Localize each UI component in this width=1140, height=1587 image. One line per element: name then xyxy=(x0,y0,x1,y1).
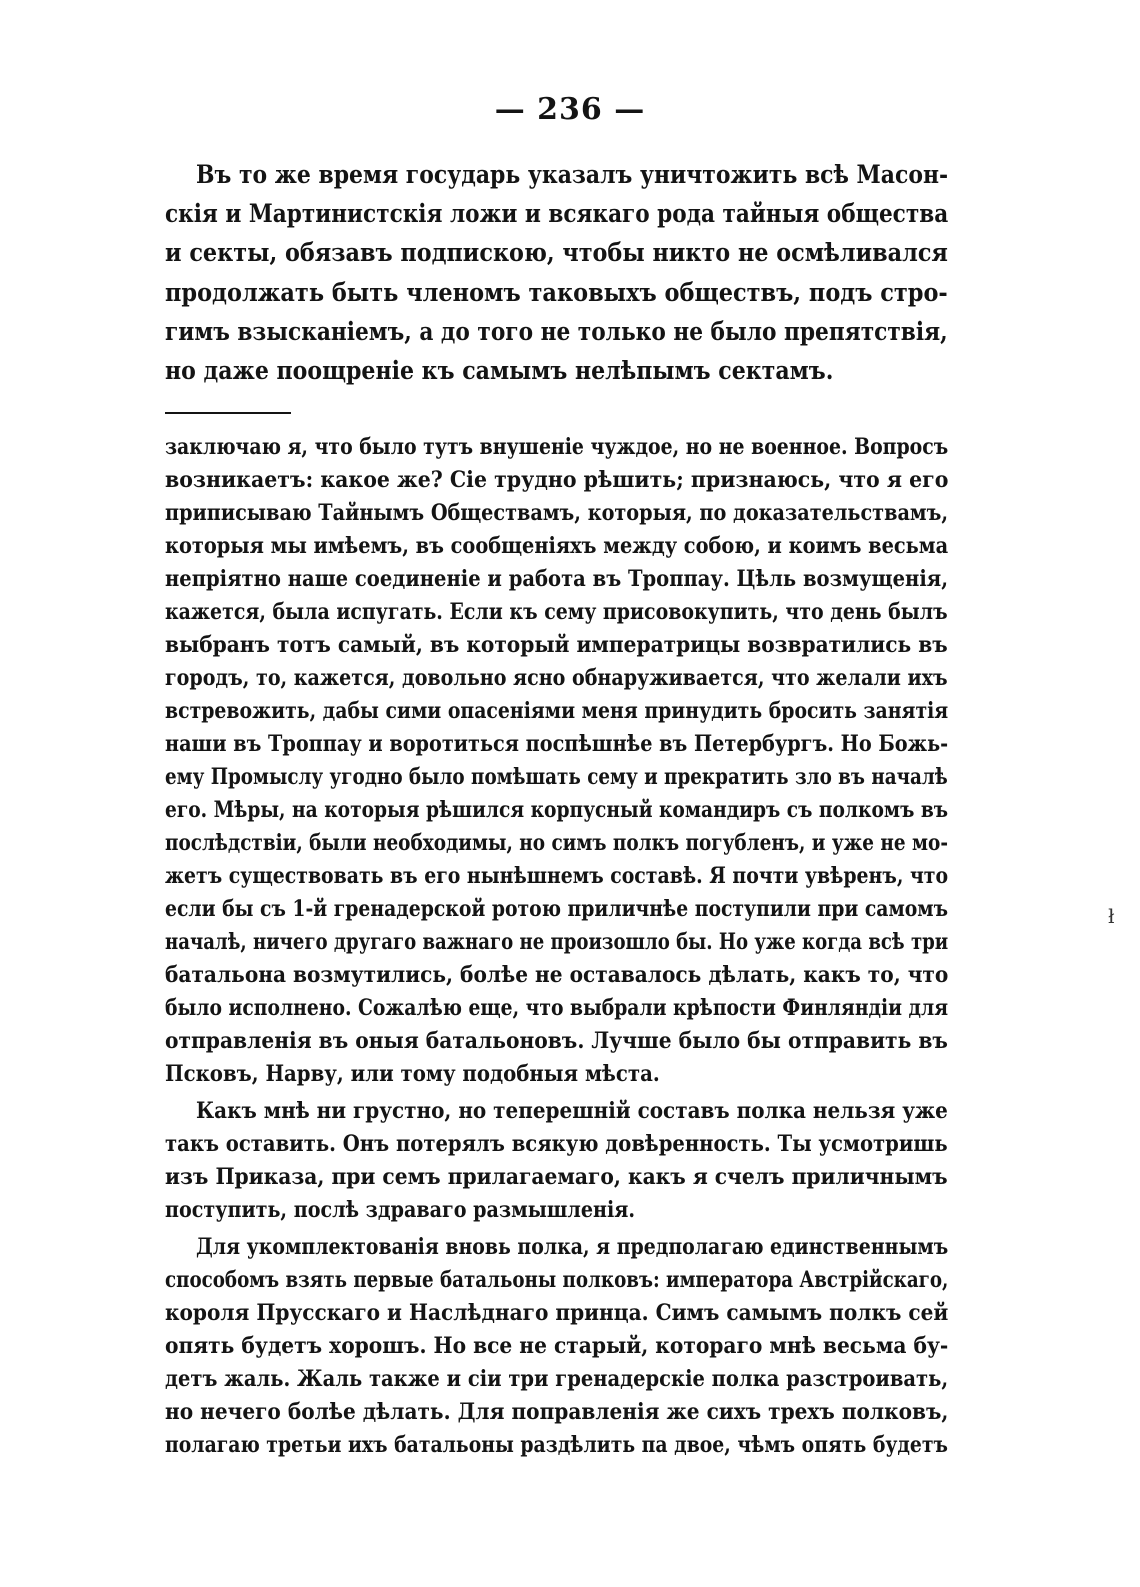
footnote-line: способомъ взять первые батальоны полковъ: императора Австрійскаго, xyxy=(165,1267,949,1293)
footnote-line: которыя мы имѣемъ, въ сообщеніяхъ между собою, и коимъ весьма xyxy=(165,533,949,559)
footnote-line: Псковъ, Нарву, или тому подобныя мѣста. xyxy=(165,1061,660,1087)
footnote-line: его. Мѣры, на которыя рѣшился корпусный командиръ съ полкомъ въ xyxy=(165,797,949,823)
footnote-line: изъ Приказа, при семъ прилагаемаго, какъ я счелъ приличнымъ xyxy=(165,1164,948,1190)
main-text-line: Въ то же время государь указалъ уничтожить всѣ Масон- xyxy=(196,160,949,189)
footnote-line: послѣдствіи, были необходимы, но симъ полкъ погубленъ, и уже не мо- xyxy=(165,830,948,856)
main-text-line: и секты, обязавъ подпискою, чтобы никто не осмѣливался xyxy=(165,238,948,267)
footnote-line: батальона возмутились, болѣе не оставалось дѣлать, какъ то, что xyxy=(165,962,949,988)
main-text-line: продолжать быть членомъ таковыхъ обществъ, подъ стро- xyxy=(165,278,948,307)
footnote-line: непріятно наше соединеніе и работа въ Троппау. Цѣль возмущенія, xyxy=(165,566,948,592)
footnote-line: если бы съ 1-й гренадерской ротою приличнѣе поступили при самомъ xyxy=(165,896,949,922)
footnote-line: заключаю я, что было тутъ внушеніе чуждое, но не военное. Вопросъ xyxy=(165,434,949,460)
footnote-line: городъ, то, кажется, довольно ясно обнаруживается, что желали ихъ xyxy=(165,665,948,691)
main-text-line: скія и Мартинистскія ложи и всякаго рода тайныя общества xyxy=(165,199,949,228)
footnote-line: детъ жаль. Жаль также и сіи три гренадерскіе полка разстроивать, xyxy=(165,1366,949,1392)
footnote-line: кажется, была испугать. Если къ сему присовокупить, что день былъ xyxy=(165,599,948,625)
footnote-line: полагаю третьи ихъ батальоны раздѣлить па двое, чѣмъ опять будетъ xyxy=(165,1432,948,1458)
footnote-line: такъ оставить. Онъ потерялъ всякую довѣренность. Ты усмотришь xyxy=(165,1131,948,1157)
footnote-line: жетъ существовать въ его нынѣшнемъ составѣ. Я почти увѣренъ, что xyxy=(165,863,949,889)
footnote-line: короля Прусскаго и Наслѣднаго принца. Симъ самымъ полкъ сей xyxy=(165,1300,949,1326)
footnote-line: возникаетъ: какое же? Сіе трудно рѣшить; признаюсь, что я его xyxy=(165,467,949,493)
footnote-line: Какъ мнѣ ни грустно, но теперешній составъ полка нельзя уже xyxy=(196,1098,948,1124)
footnote-line: но нечего болѣе дѣлать. Для поправленія же сихъ трехъ полковъ, xyxy=(165,1399,949,1425)
footnote-line: началѣ, ничего другаго важнаго не произошло бы. Но уже когда всѣ три xyxy=(165,929,949,955)
main-text-line: гимъ взысканіемъ, а до того не только не было препятствія, xyxy=(165,317,948,346)
footnote-line: Для укомплектованія вновь полка, я предполагаю единственнымъ xyxy=(196,1234,949,1260)
footnote-line: отправленія въ оныя батальоновъ. Лучше было бы отправить въ xyxy=(165,1028,948,1054)
footnote-line: опять будетъ хорошъ. Но все не старый, котораго мнѣ весьма бу- xyxy=(165,1333,949,1359)
footnote-line: ему Промыслу угодно было помѣшать сему и прекратить зло въ началѣ xyxy=(165,764,948,790)
footnote-line: было исполнено. Сожалѣю еще, что выбрали крѣпости Финляндіи для xyxy=(165,995,949,1021)
footnote-divider xyxy=(165,412,291,414)
footnote-line: встревожить, дабы сими опасеніями меня принудить бросить занятія xyxy=(165,698,949,724)
footnote-line: наши въ Троппау и воротиться поспѣшнѣе въ Петербургъ. Но Божь- xyxy=(165,731,949,757)
page-number: — 236 — xyxy=(494,92,646,127)
footnote-line: выбранъ тотъ самый, въ который императрицы возвратились въ xyxy=(165,632,948,658)
margin-mark: ł xyxy=(1108,904,1115,928)
footnote-line: приписываю Тайнымъ Обществамъ, которыя, по доказательствамъ, xyxy=(165,500,949,526)
main-text-line: но даже поощреніе къ самымъ нелѣпымъ сектамъ. xyxy=(165,356,834,385)
footnote-line: поступить, послѣ здраваго размышленія. xyxy=(165,1197,636,1223)
